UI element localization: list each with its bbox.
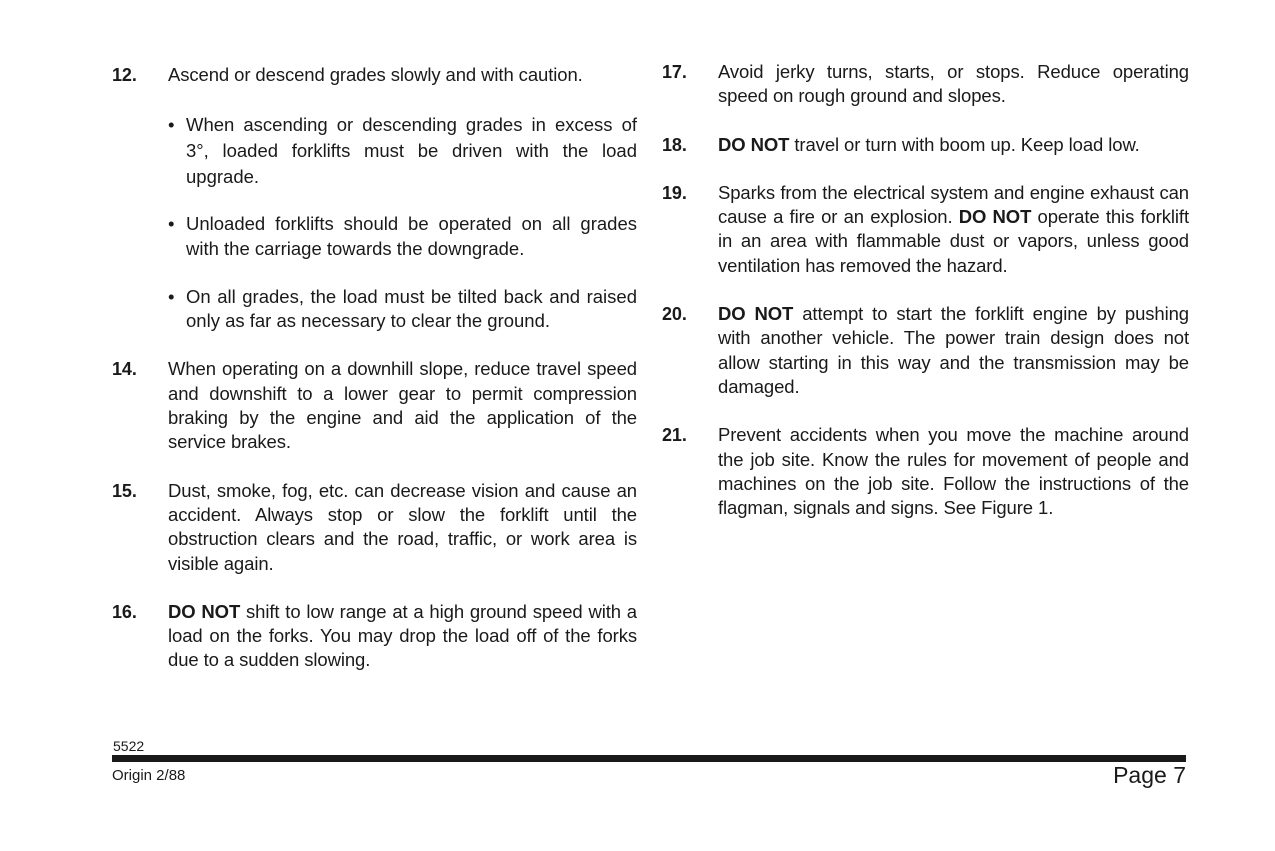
footer-divider — [112, 755, 1186, 762]
item-text: Dust, smoke, fog, etc. can decrease vision and cause an accident. Always stop or slow the forklift until the obstruction clears and the road, traffic, or work area is visible again. — [168, 479, 637, 574]
item-number: 21. — [662, 425, 687, 446]
list-item-20 — [662, 302, 1189, 399]
list-item-18 — [662, 133, 1189, 157]
document-number: 5522 — [113, 738, 145, 754]
list-item-12 — [112, 63, 637, 87]
item-text: Sparks from the electrical system and engine exhaust can cause a fire or an explosion. — [718, 181, 1189, 228]
item-text: shift to low range at a high ground speed with a load on the forks. You may drop the load off of the forks due to a sudden slowing. — [168, 600, 637, 671]
item-text: Avoid jerky turns, starts, or stops. Reduce operating speed on rough ground and slopes. — [718, 61, 1189, 107]
item-text: Prevent accidents when you move the machine around the job site. Know the rules for movement of people and machines on the job site. Follow the instructions of the flagman, signals and signs. See Figure 1. — [718, 424, 1189, 519]
bullet-text: When ascending or descending grades in excess of 3°, loaded forklifts must be driven with the load upgrade. — [186, 114, 637, 188]
list-item-14 — [112, 357, 637, 454]
bullet-text: On all grades, the load must be tilted back and raised only as far as necessary to clear the ground. — [186, 285, 637, 332]
item-number: 14. — [112, 359, 137, 380]
item-text: operate this forklift in an area with flammable dust or vapors, unless good ventilation has removed the hazard. — [718, 206, 1189, 276]
item-text: When operating on a downhill slope, reduce travel speed and downshift to a lower gear to permit compression braking by the engine and aid the application of the service brakes. — [168, 358, 637, 453]
right-column — [662, 60, 1189, 520]
list-item-21 — [662, 423, 1189, 520]
list-item-16 — [112, 600, 637, 673]
list-item-15 — [112, 479, 637, 576]
item-number: 17. — [662, 62, 687, 82]
item-text: Ascend or descend grades slowly and with caution. — [168, 64, 583, 85]
warning-emphasis: DO NOT — [718, 303, 794, 325]
bullet-item — [168, 212, 637, 261]
left-column — [112, 60, 637, 673]
item-number: 16. — [112, 601, 137, 622]
list-item-19 — [662, 181, 1189, 278]
warning-emphasis: DO NOT — [958, 206, 1032, 228]
item-number: 20. — [662, 304, 687, 325]
item-text: attempt to start the forklift engine by pushing with another vehicle. The power train design does not allow starting in this way and the transmission may be damaged. — [718, 303, 1189, 397]
list-item-17 — [662, 60, 1189, 109]
warning-emphasis: DO NOT — [168, 600, 241, 622]
origin-date: Origin 2/88 — [112, 767, 186, 784]
bullet-dot: • — [168, 114, 175, 136]
item-number: 12. — [112, 65, 137, 85]
warning-emphasis: DO NOT — [718, 133, 790, 155]
bullet-dot: • — [168, 213, 175, 235]
bullet-dot: • — [168, 285, 175, 307]
bullet-item — [168, 285, 637, 334]
item-number: 19. — [662, 182, 687, 203]
item-number: 18. — [662, 134, 687, 155]
item-number: 15. — [112, 480, 137, 501]
bullet-text: Unloaded forklifts should be operated on all grades with the carriage towards the downgrade. — [186, 213, 637, 259]
item-text: travel or turn with boom up. Keep load low. — [789, 133, 1140, 155]
page-number: Page 7 — [1113, 762, 1186, 788]
bullet-item — [168, 112, 637, 190]
